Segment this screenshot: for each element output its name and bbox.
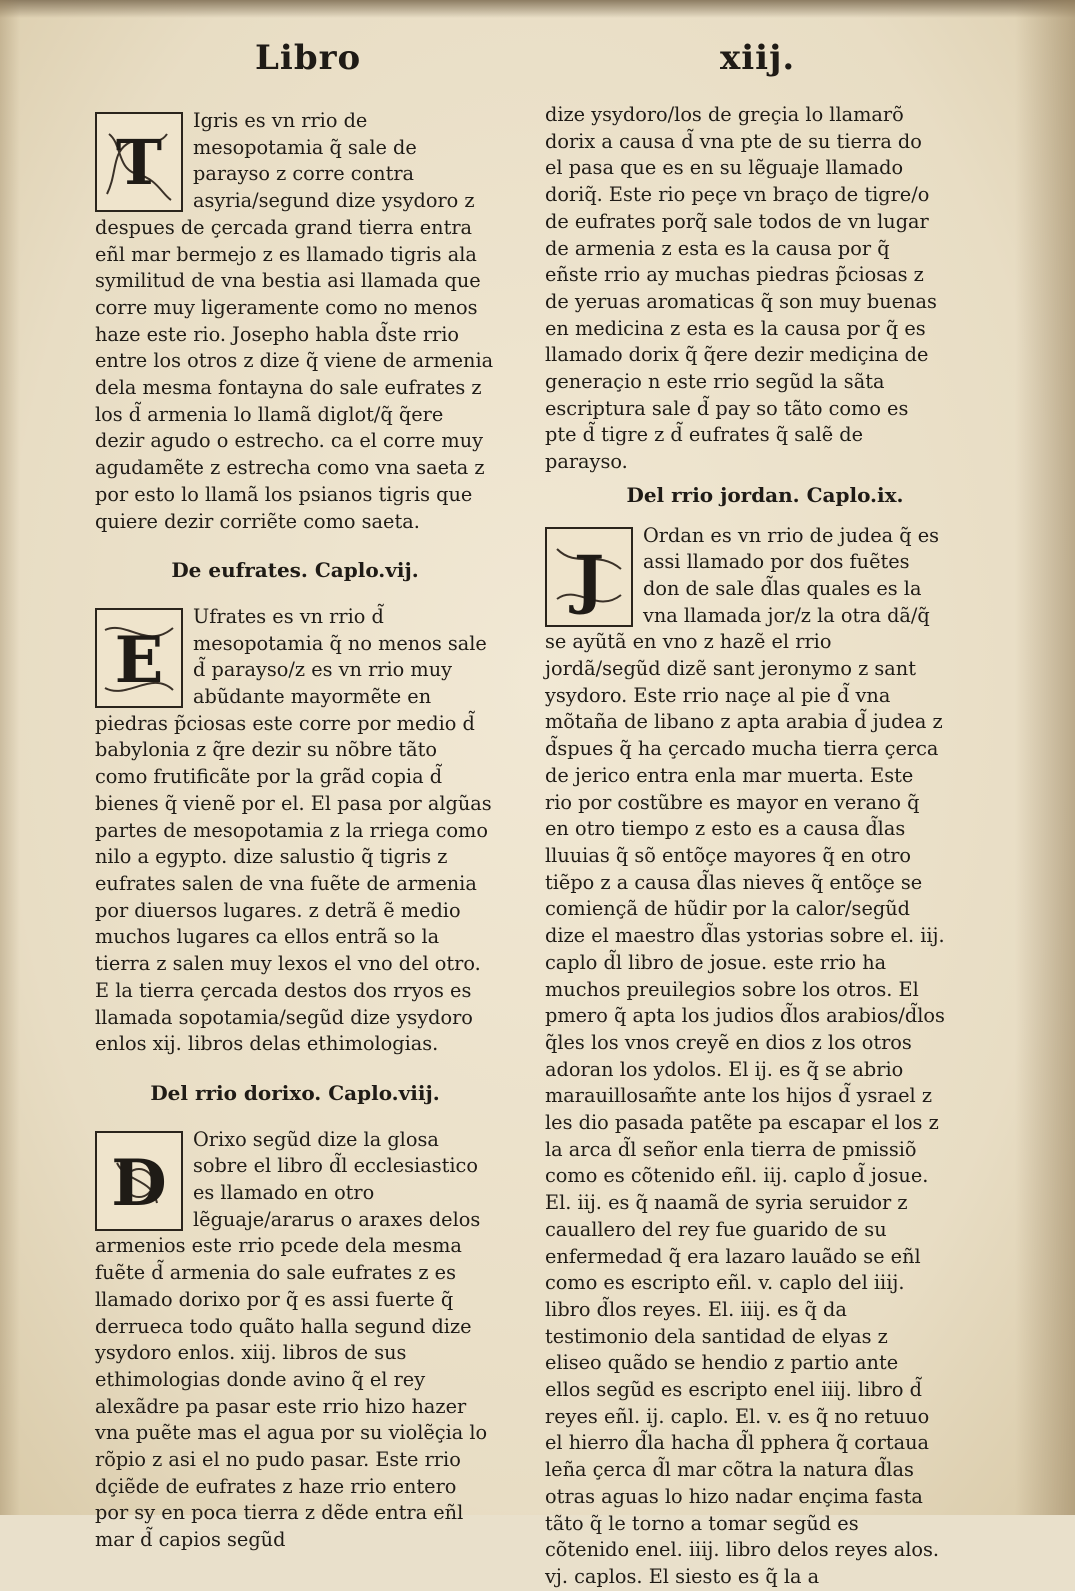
section-tigris [95, 108, 495, 535]
decorated-initial-t [95, 112, 183, 212]
page-edge-right [1015, 0, 1075, 1515]
paragraph-jordan: Ordan es vn rrio de judea q̃ es assi llamado por dos fuẽtes don de sale d̃las quales es la vna llamada jor/z la otra dã/q̃ se ayũtã en vno z hazẽ el rrio jordã/segũd dizẽ sant jeronymo z sant ysydoro. Este rrio naçe al pie d̃ vna mõtaña de libano z apta arabia d̃ judea z d̃spues q̃ ha çercado mucha tierra çerca de jerico entra enla mar muerta. Este rio por costũbre es mayor en verano q̃ en otro tiempo z esto es a causa d̃las lluuias q̃ sõ entõçe mayores q̃ en otro tiẽpo z a causa d̃las nieves q̃ entõçe se comiençã de hũdir por la calor/segũd dize el maestro d̃las ystorias sobre el. iij. caplo d̃l libro de josue. este rrio ha muchos preuilegios sobre los otros. El pmero q̃ apta los judios d̃los arabios/d̃los q̃les los vnos creyẽ en dios z los otros adoran los ydolos. El ij. es q̃ se abrio marauillosam̃te ante los hijos d̃ ysrael z les dio pasada patẽte pa escapar el los z la arca d̃l señor enla tierra de pmissiõ como es cõtenido eñl. iij. caplo d̃ josue. El. iij. es q̃ naamã de syria seruidor z cauallero del rey fue guarido de su enfermedad q̃ era lazaro lauãdo se eñl como es escripto eñl. v. caplo del iiij. libro d̃los reyes. El. iiij. es q̃ da testimonio dela santidad de elyas z eliseo quãdo se hendio z partio ante ellos segũd es escripto enel iiij. libro d̃ reyes eñl. ij. caplo. El. v. es q̃ no retuuo el hierro d̃la hacha d̃l pphera q̃ cortaua leña çerca d̃l mar cõtra la natura d̃las otras aguas lo hizo nadar ençima fasta tãto q̃ le torno a tomar segũd es cõtenido enel. iiij. libro delos reyes alos. vj. caplos. El siesto es q̃ la a [545, 523, 945, 1588]
paragraph-eufrates: Ufrates es vn rrio d̃ mesopotamia q̃ no menos sale d̃ parayso/z es vn rrio muy abũdante mayormẽte en piedras p̃ciosas este corre por medio d̃ babylonia z q̃re dezir su nõbre tãto como frutificãte por la grãd copia d̃ bienes q̃ vienẽ por el. El pasa por algũas partes de mesopotamia z la rriega como nilo a egypto. dize salustio q̃ tigris z eufrates salen de vna fuẽte de armenia por diuersos lugares. z detrã ẽ medio muchos lugares ca ellos entrã so la tierra z salen muy lexos el vno del otro. E la tierra çercada destos dos rryos es llamada sopotamia/segũd dize ysydoro enlos xij. libros delas ethimologias. [95, 604, 492, 1056]
running-head-folio: xiij. [720, 38, 796, 78]
page-edge-top [0, 0, 1075, 18]
ornament-icon [97, 610, 181, 706]
page-edge-left [0, 0, 20, 1515]
right-column [545, 102, 945, 1591]
chapter-heading-eufrates: De eufrates. Caplo.vij. [171, 558, 419, 583]
section-dorixo [95, 1127, 495, 1554]
paragraph-tigris: Igris es vn rrio de mesopotamia q̃ sale de parayso z corre contra asyria/segund dize ysydoro z despues de çercada grand tierra entra eñl mar bermejo z es llamado tigris ala symilitud de vna bestia asi llamada que corre muy ligeramente como no menos haze este rio. Josepho habla d̃ste rrio entre los otros z dize q̃ viene de armenia dela mesma fontayna do sale eufrates z los d̃ armenia lo llamã diglot/q̃ q̃ere dezir agudo o estrecho. ca el corre muy agudamẽte z estrecha como vna saeta z por esto lo llamã los psianos tigris que quiere dezir corriẽte como saeta. [95, 109, 494, 533]
chapter-heading-jordan: Del rrio jordan. Caplo.ix. [626, 482, 904, 507]
svg-text:T: T [115, 126, 163, 199]
running-head-left: Libro [255, 38, 362, 78]
decorated-initial-j [545, 527, 633, 627]
decorated-initial-e [95, 608, 183, 708]
section-jordan [545, 523, 945, 1591]
ornament-icon [547, 529, 631, 625]
decorated-initial-d [95, 1131, 183, 1231]
svg-text:E: E [114, 622, 164, 698]
svg-text:D: D [111, 1145, 167, 1221]
chapter-heading-dorixo: Del rrio dorixo. Caplo.viij. [150, 1080, 440, 1105]
svg-text:J: J [573, 541, 605, 617]
paragraph-dorixo-continued: dize ysydoro/los de greçia lo llamarõ dorix a causa d̃ vna pte de su tierra do el pasa que es en su lẽguaje llamado doriq̃. Este rio peçe vn braço de tigre/o de eufrates porq̃ sale todos de vn lugar de armenia z esta es la causa por q̃ eñste rrio ay muchas piedras p̃ciosas z de yeruas aromaticas q̃ son muy buenas en medicina z esta es la causa por q̃ es llamado dorix q̃ q̃ere dezir mediçina de generaçio n este rrio segũd la sãta escriptura sale d̃ pay so tãto como es pte d̃ tigre z d̃ eufrates q̃ salẽ de parayso. [545, 103, 937, 474]
left-column [95, 108, 495, 1554]
ornament-icon [97, 1133, 181, 1229]
ornament-icon [97, 114, 181, 210]
section-eufrates [95, 604, 495, 1058]
paragraph-dorixo: Orixo segũd dize la glosa sobre el libro d̃l ecclesiastico es llamado en otro lẽguaje/ararus o araxes delos armenios este rrio pcede dela mesma fuẽte d̃ armenia do sale eufrates z es llamado dorixo por q̃ es assi fuerte q̃ derrueca todo quãto halla segund dize ysydoro enlos. xiij. libros de sus ethimologias donde avino q̃ el rey alexãdre pa pasar este rrio hizo hazer vna puẽte mas el agua por su violẽçia lo rõpio z asi el no pudo pasar. Este rrio dçiẽde de eufrates z haze rrio entero por sy en poca tierra z dẽde entra eñl mar d̃ capios segũd [95, 1127, 488, 1552]
